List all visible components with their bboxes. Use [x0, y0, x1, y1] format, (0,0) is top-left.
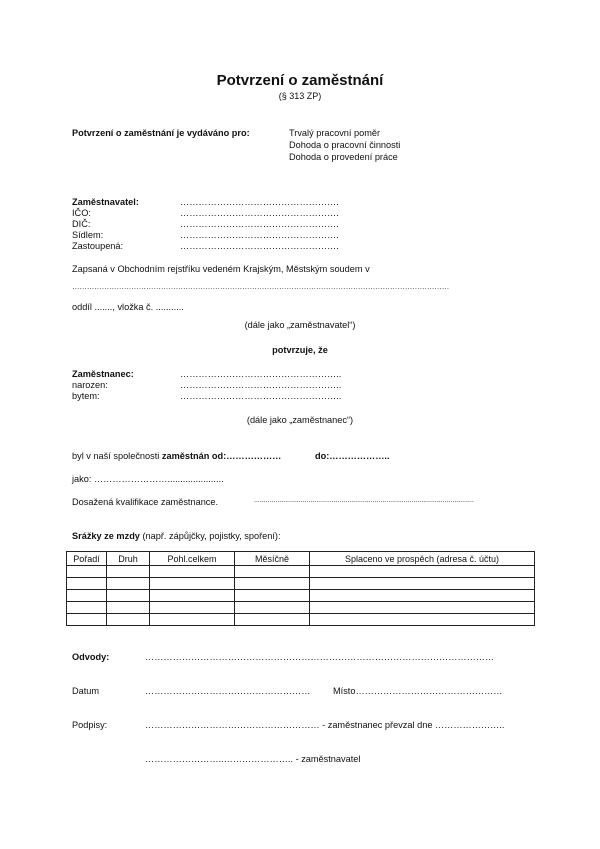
levies-field: ……………………………………………………………………………………………………: [145, 652, 495, 662]
registry-section-insert: oddíl ......., vložka č. ...........: [72, 302, 184, 312]
levies-label: Odvody:: [72, 652, 110, 662]
employment-from-field: ………………: [226, 451, 282, 461]
employee-heading: Zaměstnanec:: [72, 369, 134, 379]
table-row: [67, 590, 535, 602]
employer-alias: (dále jako „zaměstnavatel“): [244, 320, 356, 330]
qualification-label: Dosažená kvalifikace zaměstnance.: [72, 497, 219, 507]
employer-dic-label: DIČ:: [72, 219, 91, 229]
employee-address-label: bytem:: [72, 391, 100, 401]
deductions-note: (např. zápůjčky, pojistky, spoření):: [142, 531, 281, 541]
employee-born-field: ……………………………………………..: [180, 380, 342, 390]
legal-reference: (§ 313 ZP): [278, 91, 322, 101]
employee-address-field: ……………………………………………..: [180, 391, 342, 401]
deductions-heading: Srážky ze mzdy: [72, 531, 140, 541]
table-row: [67, 578, 535, 590]
employer-name-field: …………………………………………….: [180, 197, 339, 207]
column-type: Druh: [107, 552, 150, 566]
employer-heading: Zaměstnavatel:: [72, 197, 139, 207]
employer-ico-label: IČO:: [72, 208, 91, 218]
employer-seat-field: …………………………………………….: [180, 230, 339, 240]
column-order: Pořadí: [67, 552, 107, 566]
signatures-label: Podpisy:: [72, 720, 108, 730]
table-row: [67, 566, 535, 578]
employment-to-label: do:: [315, 451, 330, 461]
position-field: jako: ……………………......................: [72, 474, 224, 484]
employer-signature-line: ……………………..………………….. - zaměstnavatel: [145, 754, 361, 764]
place-field: Místo…………………………………………: [333, 686, 503, 696]
deductions-heading-line: [72, 531, 281, 541]
qualification-field: .................................................................................................................: [254, 497, 474, 504]
registry-court-field: ………………………………………………………………………………………………………………………………………: [72, 282, 450, 291]
employment-to-field: ………………..: [329, 451, 390, 461]
deductions-table: [66, 551, 535, 626]
option-permanent-employment: Trvalý pracovní poměr: [289, 128, 381, 138]
column-monthly: Měsíčně: [235, 552, 310, 566]
date-label: Datum: [72, 686, 100, 696]
employee-name-field: ……………………………………………..: [180, 369, 342, 379]
registry-text: Zapsaná v Obchodním rejstříku vedeném Krajským, Městským soudem v: [72, 264, 370, 274]
column-paid-to: Splaceno ve prospěch (adresa č. účtu): [310, 552, 535, 566]
employer-representative-field: …………………………………………….: [180, 241, 339, 251]
option-work-activity-agreement: Dohoda o pracovní činnosti: [289, 140, 401, 150]
table-header-row: [67, 552, 535, 566]
employer-seat-label: Sídlem:: [72, 230, 104, 240]
confirm-text: potvrzuje, že: [272, 345, 328, 355]
employment-line: [72, 451, 281, 461]
employee-born-label: narozen:: [72, 380, 108, 390]
table-row: [67, 602, 535, 614]
employment-prefix: byl v naší společnosti: [72, 451, 160, 461]
page-title: Potvrzení o zaměstnání: [216, 72, 384, 89]
issued-for-label: Potvrzení o zaměstnání je vydáváno pro:: [72, 128, 250, 138]
employer-ico-field: …………………………………………….: [180, 208, 339, 218]
employer-representative-label: Zastoupená:: [72, 241, 124, 251]
table-row: [67, 614, 535, 626]
option-work-performance-agreement: Dohoda o provedení práce: [289, 152, 398, 162]
employer-dic-field: …………………………………………….: [180, 219, 339, 229]
employment-to: [315, 451, 390, 461]
employee-signature-line: ………………………………………………… - zaměstnanec převzal dne …………………..: [145, 720, 505, 730]
employee-alias: (dále jako „zaměstnanec“): [246, 415, 354, 425]
column-total-claim: Pohl.celkem: [150, 552, 235, 566]
date-field: ………………………………………………: [145, 686, 311, 696]
employment-from-label: zaměstnán od:: [161, 451, 227, 461]
